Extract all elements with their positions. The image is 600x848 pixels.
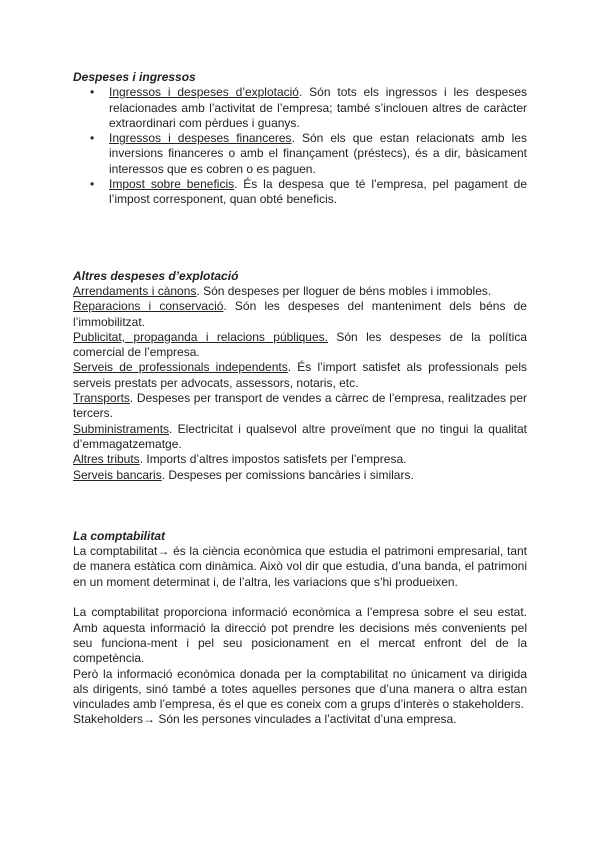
list-item-text: . Són els que estan relacionats amb les inversions financeres o amb el finançament (préstecs), és a dir, bàsicament interessos que es cobren o es paguen. xyxy=(109,131,527,176)
definition-term: Serveis de professionals independents xyxy=(73,360,288,375)
definition-text: . Despeses per comissions bancàries i similars. xyxy=(161,467,414,482)
definition-paragraph xyxy=(73,284,527,299)
definition-term: Transports xyxy=(73,391,130,406)
section-heading-altres-despeses: Altres despeses d’explotació xyxy=(73,268,239,283)
paragraph-spacer xyxy=(73,590,527,605)
definition-paragraph xyxy=(73,391,527,422)
list-item-term: Ingressos i despeses financeres xyxy=(109,131,292,146)
definition-term: Altres tributs xyxy=(73,452,140,467)
list-item-text: . Són tots els ingressos i les despeses relacionades amb l’activitat de l’empresa; també s’inclouen altres de caràcter extraordinari com pèrdues i guanys. xyxy=(109,85,528,130)
bullet-list-despeses-ingressos xyxy=(73,85,527,207)
definition-term: Arrendaments i cànons xyxy=(73,283,197,298)
list-item-term: Impost sobre beneficis xyxy=(109,177,235,192)
definition-text: . Imports d’altres impostos satisfets per l’empresa. xyxy=(139,452,407,467)
definition-paragraph xyxy=(73,468,527,483)
body-paragraph: La comptabilitat proporciona informació econòmica a l’empresa sobre el seu estat. Amb aquesta informació la direcció pot prendre les decisions més convenients pel seu funciona-ment i pel seu posicionament en el mercat enfront del de la competència. xyxy=(73,605,527,666)
definition-text: . És l’import satisfet als professionals pels serveis prestats per advocats, assessors, notaris, etc. xyxy=(73,360,527,390)
list-item xyxy=(109,85,527,131)
section-heading-despeses-ingressos: Despeses i ingressos xyxy=(73,70,196,84)
section-spacer xyxy=(73,483,527,529)
section-spacer xyxy=(73,208,527,269)
list-item-text: . És la despesa que té l’empresa, pel pagament de l’impost corresponent, quan obté beneficis. xyxy=(109,177,527,207)
definition-term: Publicitat, propaganda i relacions públiques. xyxy=(73,329,328,344)
definition-text: Són les despeses de la política comercial de l’empresa. xyxy=(73,329,527,360)
section-heading-comptabilitat: La comptabilitat xyxy=(73,528,166,543)
definition-text: . Electricitat i qualsevol altre proveïment que no tingui la qualitat d’emmagatzematge. xyxy=(73,421,527,451)
definition-text: . Són despeses per lloguer de béns mobles i immobles. xyxy=(196,283,492,298)
document-content xyxy=(73,70,527,728)
list-item xyxy=(109,177,527,208)
definition-paragraph xyxy=(73,330,527,361)
definition-paragraph xyxy=(73,452,527,467)
definition-term: Serveis bancaris xyxy=(73,467,162,482)
list-item-term: Ingressos i despeses d’explotació xyxy=(109,85,299,100)
definition-term: Reparacions i conservació xyxy=(73,299,224,314)
definition-paragraph xyxy=(73,299,527,330)
definition-paragraph xyxy=(73,360,527,391)
definition-text: . Són les despeses del manteniment dels béns de l’immobilitzat. xyxy=(73,299,527,329)
definition-paragraph xyxy=(73,422,527,453)
definition-term: Subministraments xyxy=(73,421,170,436)
list-item xyxy=(109,131,527,177)
body-paragraph: Stakeholders→ Són les persones vinculades a l’activitat d’una empresa. xyxy=(73,712,457,727)
definition-text: . Despeses per transport de vendes a càrrec de l’empresa, realitzades per tercers. xyxy=(73,391,527,421)
body-paragraph: La comptabilitat→ és la ciència econòmica que estudia el patrimoni empresarial, tant de manera estàtica com dinàmica. Això vol dir que estudia, d’una banda, el patrimoni en un moment determinat i, de l’altra, les variacions que s’hi produeixen. xyxy=(73,544,527,589)
body-paragraph: Però la informació econòmica donada per la comptabilitat no únicament va dirigida als dirigents, sinó també a totes aquelles persones que d’una manera o altra estan vinculades amb l’empresa, és el que es coneix com a grups d’interès o stakeholders. xyxy=(73,666,527,712)
